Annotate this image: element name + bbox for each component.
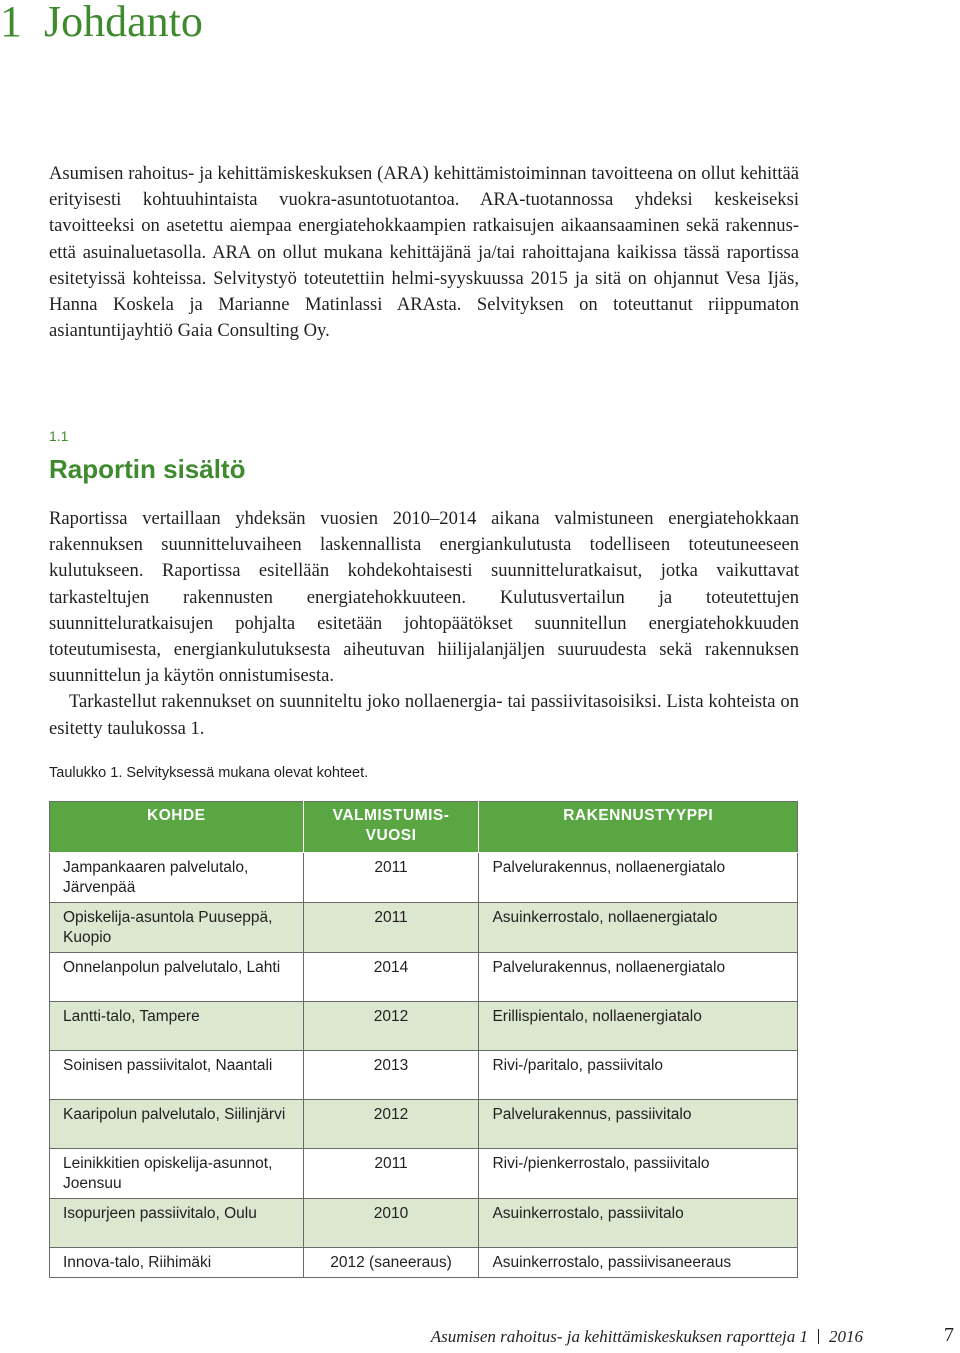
chapter-number: 1: [0, 0, 22, 46]
footer-separator: [818, 1329, 819, 1344]
table-row: [50, 1149, 798, 1199]
footer-year: 2016: [829, 1327, 863, 1346]
cell-rakennustyyppi: Asuinkerrostalo, passiivisaneeraus: [479, 1248, 798, 1278]
cell-vuosi: 2012: [303, 1100, 479, 1149]
section-paragraph-1: Raportissa vertaillaan yhdeksän vuosien 2010–2014 aikana valmistuneen energiatehokkaan rakennuksen suunnitteluvaiheen laskennallista energiankulutusta todelliseen toteutuneeseen kulutukseen. Raportissa esitellään kohdekohtaisesti suunnitteluratkaisut, jotka vaikuttavat tarkasteltujen rakennusten energiatehokkuuteen. Kulutusvertailun ja toteutettujen suunnitteluratkaisujen pohjalta esitetään johtopäätökset suunnitellun energiatehokkuuden toteutumisesta, energiankulutuksesta aiheutuvan hiilijalanjäljen suuruudesta sekä rakennuksen suunnittelun ja käytön onnistumisesta.: [49, 508, 799, 687]
cell-rakennustyyppi: Erillispientalo, nollaenergiatalo: [479, 1002, 798, 1051]
chapter-heading: [0, 0, 203, 47]
table-header-row: [50, 802, 798, 853]
cell-rakennustyyppi: Asuinkerrostalo, passiivitalo: [479, 1199, 798, 1248]
cell-vuosi: 2014: [303, 953, 479, 1002]
section-title: Raportin sisältö: [49, 454, 246, 484]
cell-rakennustyyppi: Palvelurakennus, nollaenergiatalo: [479, 953, 798, 1002]
table-row: [50, 1248, 798, 1278]
section-body: [49, 506, 799, 742]
cell-rakennustyyppi: Rivi-/pienkerrostalo, passiivitalo: [479, 1149, 798, 1199]
table-row: [50, 1100, 798, 1149]
header-rakennustyyppi: RAKENNUSTYYPPI: [479, 802, 798, 853]
cell-vuosi: 2012 (saneeraus): [303, 1248, 479, 1278]
cell-kohde: Soinisen passiivitalot, Naantali: [50, 1051, 304, 1100]
cell-vuosi: 2011: [303, 903, 479, 953]
buildings-table: [49, 801, 798, 1278]
cell-kohde: Jampankaaren palvelutalo, Järvenpää: [50, 853, 304, 903]
cell-kohde: Kaaripolun palvelutalo, Siilinjärvi: [50, 1100, 304, 1149]
table-row: [50, 1002, 798, 1051]
cell-rakennustyyppi: Palvelurakennus, nollaenergiatalo: [479, 853, 798, 903]
table-row: [50, 903, 798, 953]
cell-kohde: Onnelanpolun palvelutalo, Lahti: [50, 953, 304, 1002]
page-number: 7: [944, 1324, 954, 1346]
cell-kohde: Innova-talo, Riihimäki: [50, 1248, 304, 1278]
table-row: [50, 953, 798, 1002]
section-paragraph-2: [49, 689, 799, 741]
cell-rakennustyyppi: Asuinkerrostalo, nollaenergiatalo: [479, 903, 798, 953]
section-paragraph-2-text: Tarkastellut rakennukset on suunniteltu joko nollaenergia- tai passiivitasoisiksi. Lista kohteista on esitetty taulukossa 1.: [49, 691, 799, 739]
cell-kohde: Leinikkitien opiskelija-asunnot, Joensuu: [50, 1149, 304, 1199]
table-row: [50, 1199, 798, 1248]
chapter-title: Johdanto: [44, 0, 203, 46]
cell-vuosi: 2011: [303, 1149, 479, 1199]
cell-vuosi: 2010: [303, 1199, 479, 1248]
cell-kohde: Lantti-talo, Tampere: [50, 1002, 304, 1051]
cell-rakennustyyppi: Rivi-/paritalo, passiivitalo: [479, 1051, 798, 1100]
footer-series: Asumisen rahoitus- ja kehittämiskeskuksen raportteja 1: [430, 1327, 808, 1346]
table-row: [50, 1051, 798, 1100]
intro-paragraph: Asumisen rahoitus- ja kehittämiskeskuksen (ARA) kehittämistoiminnan tavoitteena on ollut kehittää erityisesti kohtuuhintaista vuokra-asuntotuotantoa. ARA-tuotannossa yhdeksi keskeiseksi tavoitteeksi on asetettu aiempaa energiatehokkaampien ratkaisujen aikaansaaminen sekä rakennus- että asuinaluetasolla. ARA on ollut mukana kehittäjänä ja/tai rahoittajana kaikissa tässä raportissa esitetyissä kohteissa. Selvitystyö toteutettiin helmi-syyskuussa 2015 ja sitä on ohjannut Vesa Ijäs, Hanna Koskela ja Marianne Matinlassi ARAsta. Selvityksen on toteuttanut riippumaton asiantuntijayhtiö Gaia Consulting Oy.: [49, 163, 799, 342]
cell-rakennustyyppi: Palvelurakennus, passiivitalo: [479, 1100, 798, 1149]
cell-kohde: Opiskelija-asuntola Puuseppä, Kuopio: [50, 903, 304, 953]
page-footer: [431, 1327, 863, 1347]
cell-vuosi: 2013: [303, 1051, 479, 1100]
header-kohde: KOHDE: [50, 802, 304, 853]
table-caption: Taulukko 1. Selvityksessä mukana olevat kohteet.: [49, 765, 369, 781]
cell-vuosi: 2011: [303, 853, 479, 903]
section-number: 1.1: [49, 428, 69, 444]
table-row: [50, 853, 798, 903]
table-body: [50, 853, 798, 1278]
header-valmistumisvuosi: VALMISTUMIS- VUOSI: [303, 802, 479, 853]
cell-kohde: Isopurjeen passiivitalo, Oulu: [50, 1199, 304, 1248]
cell-vuosi: 2012: [303, 1002, 479, 1051]
